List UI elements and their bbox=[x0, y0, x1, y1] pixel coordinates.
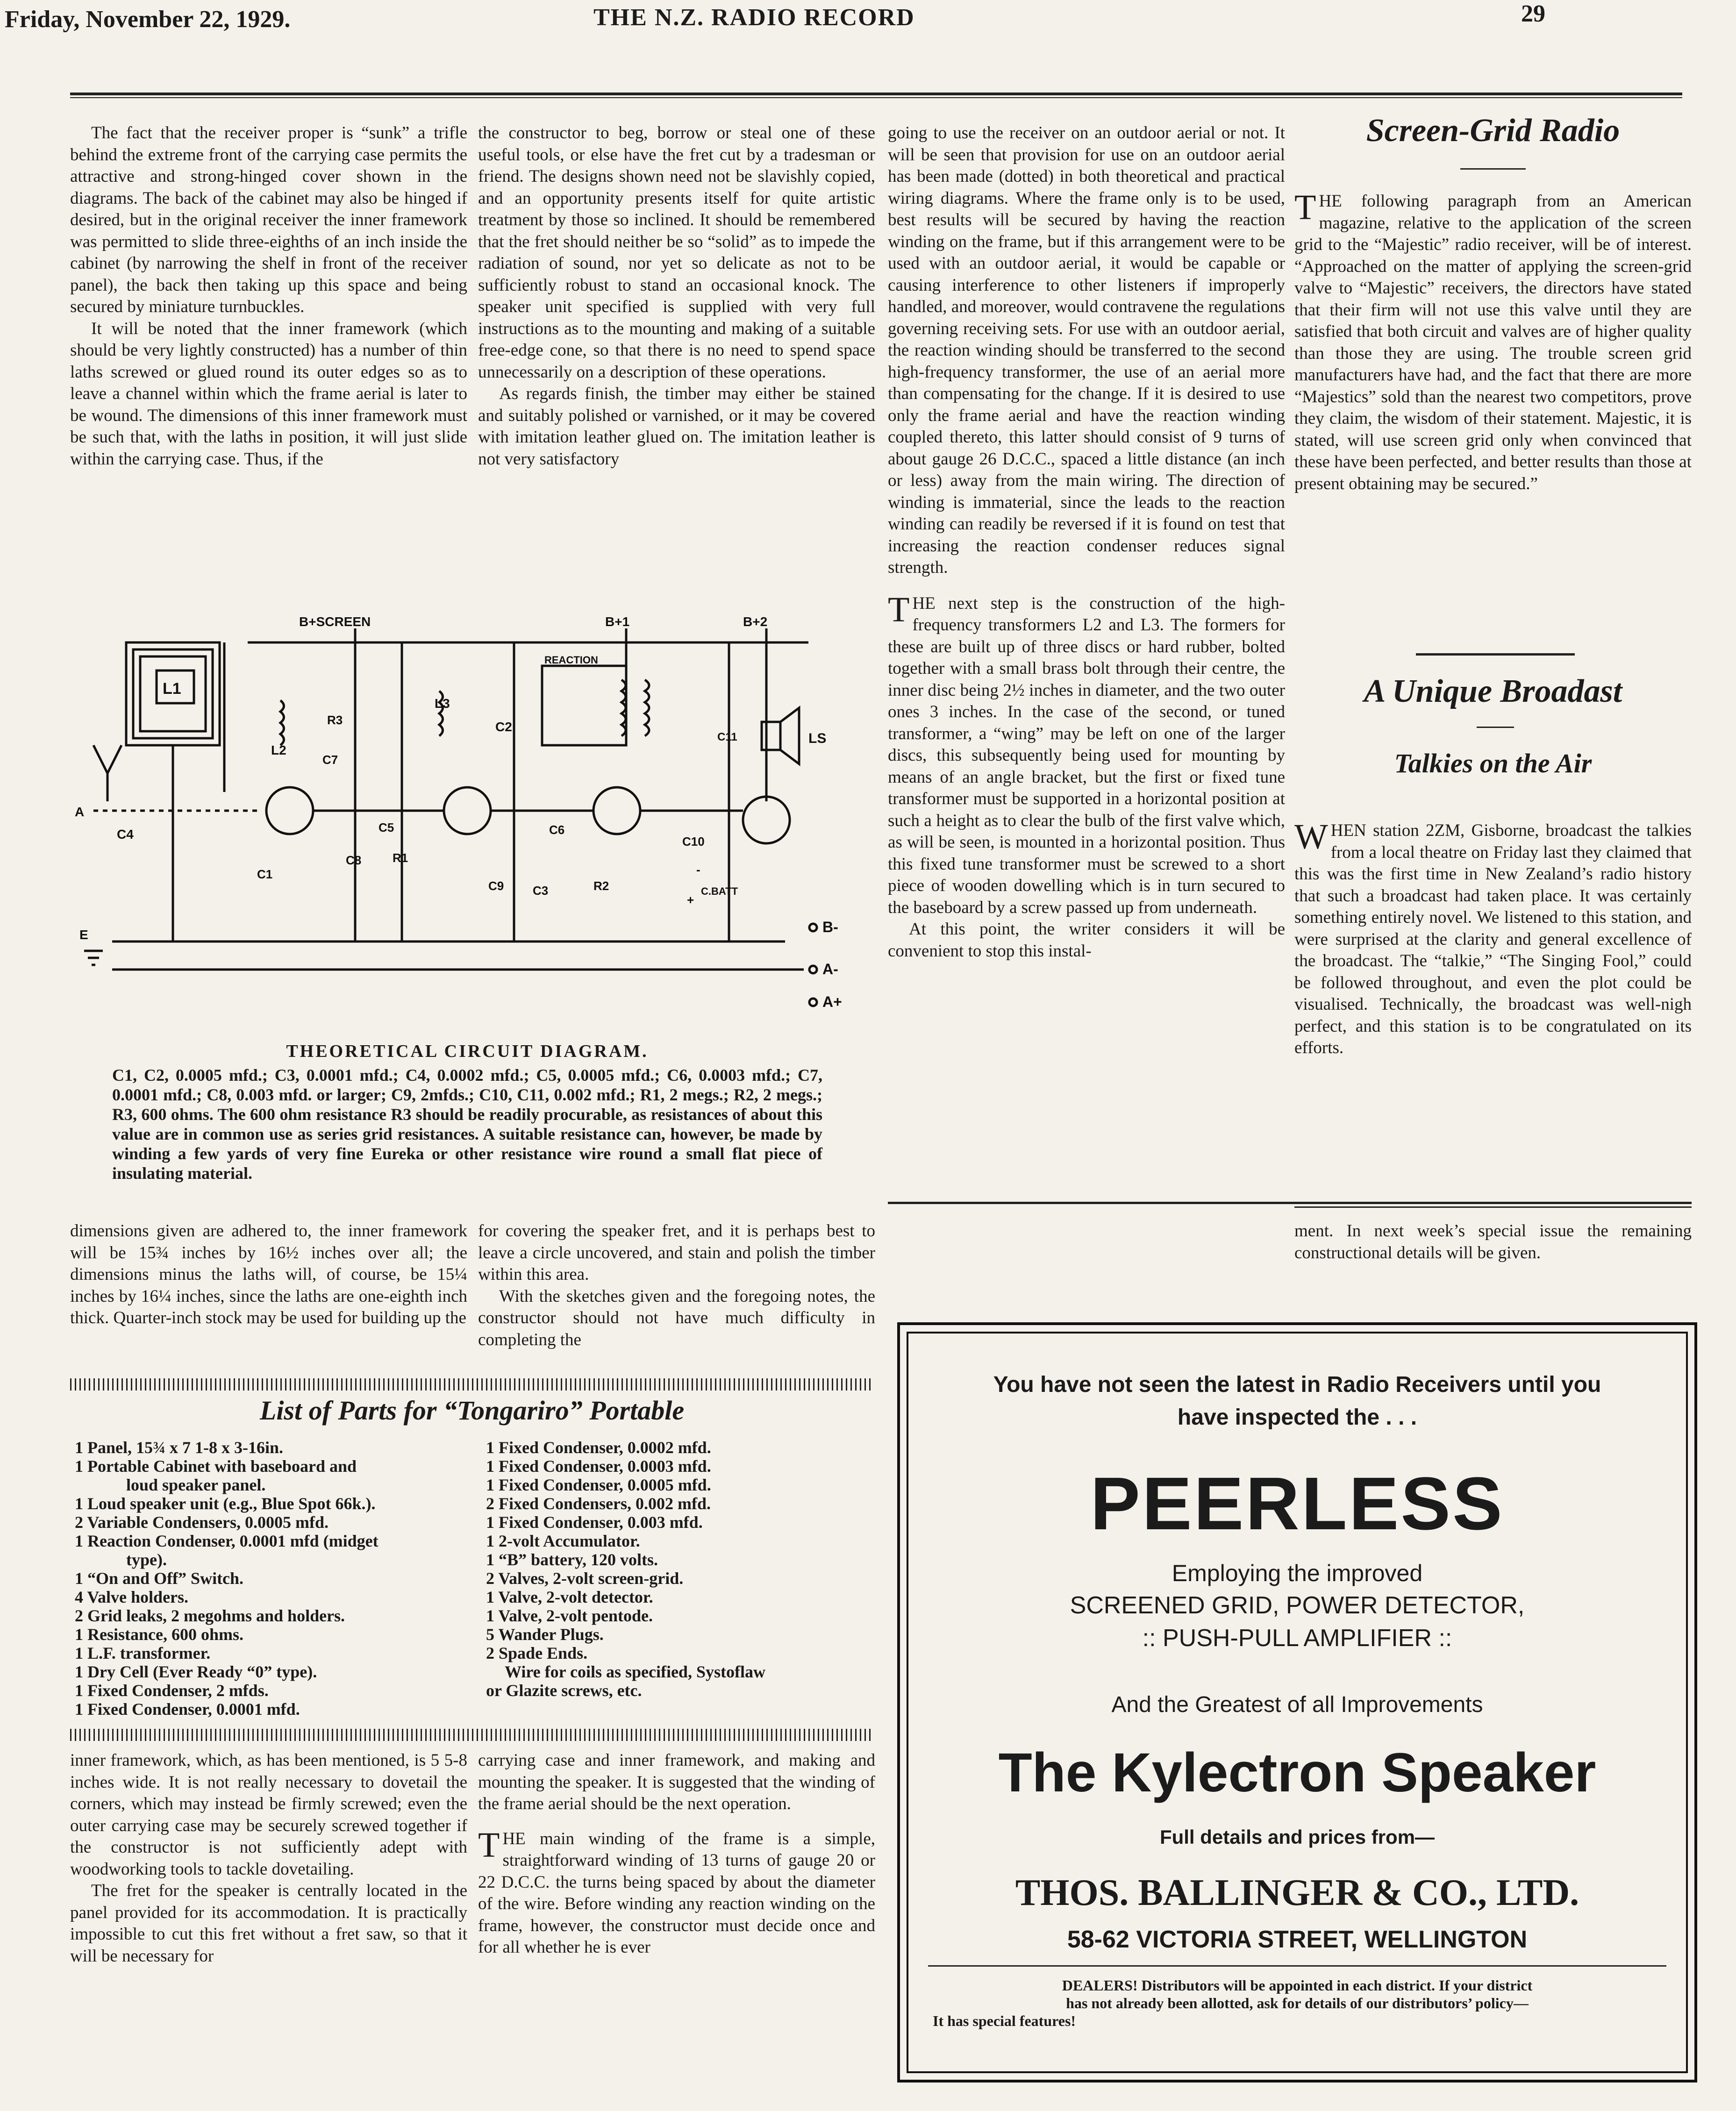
paragraph: carrying case and inner framework, and making and mounting the speaker. It is suggested that the winding of the frame aerial should be the next operation. bbox=[478, 1751, 875, 1813]
article-col1-top bbox=[70, 122, 467, 470]
part-item: 1 Portable Cabinet with baseboard and bbox=[75, 1457, 357, 1476]
lf-transformer bbox=[645, 680, 649, 736]
diagram-caption: C1, C2, 0.0005 mfd.; C3, 0.0001 mfd.; C4, 0.0002 mfd.; C5, 0.0005 mfd.; C6, 0.0003 mfd.; C7, 0.0001 mfd.; C8, 0.003 mfd. or larger; C9, 2mfds.; C10, C11, 0.002 mfd.; R1, 2 megs.; R2, 2 megs.; R3, 600 ohms. The 600 ohm resistance R3 should be readily procurable, as resistances of about this value are in common use as series grid resistances. A suitable resistance can, however, be made by winding a few yards of very fine Eureka or other resistance wire round a small flat piece of insulating material. bbox=[112, 1066, 822, 1183]
label-c4: C4 bbox=[117, 827, 134, 842]
part-item: 1 Fixed Condenser, 2 mfds. bbox=[75, 1681, 269, 1700]
part-item: 1 Valve, 2-volt pentode. bbox=[486, 1606, 653, 1625]
paragraph: The fret for the speaker is centrally located in the panel provided for its accommodation. It is practically impossible to cut this fret without a fret saw, so that it will be necessary for bbox=[70, 1881, 467, 1966]
label-c11: C11 bbox=[717, 731, 737, 743]
part-item: 1 Loud speaker unit (e.g., Blue Spot 66k.). bbox=[75, 1494, 376, 1513]
article-col2-mid bbox=[478, 1220, 875, 1351]
drop-cap: T bbox=[1294, 188, 1316, 227]
masthead-rule-thin bbox=[70, 97, 1682, 98]
double-rule bbox=[888, 1202, 1692, 1204]
paragraph: WHEN station 2ZM, Gisborne, broadcast the talkies from a local theatre on Friday last they claimed that this was the first time in New Zealand’s radio history that such a broadcast had taken place. It was certainly something entirely novel. We listened to this station, and were surprised at the clarity and general excellence of the broadcast. The “talkie,” “The Singing Fool,” could be followed throughout, and even the plot could be visualised. Technically, the broadcast was well-nigh perfect, and this station is to be congratulated on its efforts. bbox=[1294, 817, 1692, 1057]
sidebar-screen-grid-title: Screen-Grid Radio bbox=[1366, 113, 1620, 149]
article-col2-top bbox=[478, 122, 875, 470]
valve-3-detector bbox=[593, 787, 640, 834]
paragraph: for covering the speaker fret, and it is perhaps best to leave a circle uncovered, and stain and polish the timber within this area. bbox=[478, 1221, 875, 1284]
label-b1: B+1 bbox=[605, 614, 630, 629]
label-r1: R1 bbox=[393, 851, 408, 865]
circuit-diagram bbox=[65, 614, 864, 1035]
valve-2 bbox=[444, 787, 491, 834]
part-item: loud speaker panel. bbox=[126, 1476, 266, 1494]
terminal bbox=[809, 966, 817, 973]
sidebar-broadcast-subtitle: Talkies on the Air bbox=[1394, 748, 1592, 778]
label-c2: C2 bbox=[495, 720, 512, 734]
label-r2: R2 bbox=[593, 879, 609, 893]
ad-kylectron-speaker: The Kylectron Speaker bbox=[998, 1742, 1596, 1804]
short-rule bbox=[1460, 168, 1526, 170]
part-item: or Glazite screws, etc. bbox=[486, 1681, 642, 1700]
paragraph: inner framework, which, as has been mentioned, is 5 5-8 inches wide. It is not really necessary to dovetail the corners, which may instead be firmly screwed; even the outer carrying case may be securely screwed together if the constructor is not sufficiently adept with woodworking tools to tackle dovetailing. bbox=[70, 1751, 467, 1879]
part-item: 1 Fixed Condenser, 0.0005 mfd. bbox=[486, 1476, 711, 1494]
part-item: 1 Panel, 15¾ x 7 1-8 x 3-16in. bbox=[75, 1438, 283, 1457]
article-col4-end bbox=[1294, 1220, 1692, 1264]
paragraph: At this point, the writer considers it will be convenient to stop this instal- bbox=[888, 920, 1285, 961]
ad-company-name: THOS. BALLINGER & CO., LTD. bbox=[1015, 1872, 1579, 1913]
paragraph: dimensions given are adhered to, the inner framework will be 15¾ inches by 16½ inches over all; the dimensions minus the laths will, of course, be 15¼ inches by 16¼ inches, since the laths are one-eighth inch thick. Quarter-inch stock may be used for building up the bbox=[70, 1221, 467, 1327]
paragraph: The fact that the receiver proper is “sunk” a trifle behind the extreme front of the carrying case permits the attractive and strong-hinged cover shown in the diagrams. The back of the cabinet may also be hinged if desired, but in the original receiver the inner framework was permitted to slide three-eighths of an inch inside the cabinet (by narrowing the shelf in front of the receiver panel), the back then taking up this space and being secured by miniature turnbuckles. bbox=[70, 123, 467, 316]
aerial-symbol bbox=[93, 745, 121, 801]
part-item: 4 Valve holders. bbox=[75, 1588, 189, 1606]
ad-employing: Employing the improved bbox=[1172, 1560, 1423, 1586]
label-b2: B+2 bbox=[743, 614, 768, 629]
paragraph: going to use the receiver on an outdoor aerial or not. It will be seen that provision for use on an outdoor aerial has been made (dotted) in both theoretical and practical wiring diagrams. Where the frame only is to be used, best results will be secured by having the reaction winding on the frame, but if this arrangement were to be used with an outdoor aerial, it would be capable or causing interference to other listeners if improperly handled, and moreover, would contravene the regulations governing receiving sets. For use with an outdoor aerial, the reaction winding should be transferred to the second high-frequency transformer, the use of an aerial more than compensating for the change. If it is desired to use only the frame aerial and have the reaction winding coupled thereto, this latter should consist of 9 turns of about gauge 26 D.C.C., spaced a little distance (an inch or less) away from the main wiring. The direction of winding is immaterial, since the leads to the reaction winding can readily be reversed if it is found on test that increasing the reaction condenser reduces signal strength. bbox=[888, 123, 1285, 577]
paragraph: THE next step is the construction of the high-frequency transformers L2 and L3. The formers for these are built up of three discs or hard rubber, bolted together with a small brass bolt through their centre, the inner disc being 2½ inches in diameter, and the two outer ones 3 inches. In the case of the second, or tuned transformer, a “wing” may be left on one of the larger discs, this subsequently being used for mounting by means of an angle bracket, but the first or fixed tune transformer must be supported in a horizontal position at such a height as to clear the bulb of the first valve which, as will be seen, is mounted in a horizontal position. Thus this fixed tune transformer must be screwed to a short piece of wooden dowelling which is in turn secured to the baseboard by a screw passed up from underneath. bbox=[888, 590, 1285, 917]
ad-dealers-line1: DEALERS! Distributors will be appointed in each district. If your district bbox=[1062, 1977, 1533, 1994]
part-item: Wire for coils as specified, Systoflaw bbox=[505, 1662, 765, 1681]
part-item: 2 Grid leaks, 2 megohms and holders. bbox=[75, 1606, 345, 1625]
parts-right-list bbox=[486, 1438, 879, 1700]
label-a: A bbox=[75, 805, 85, 819]
label-c8: C8 bbox=[346, 853, 362, 867]
paragraph: With the sketches given and the foregoing notes, the constructor should not have much difficulty in completing the bbox=[478, 1286, 875, 1349]
masthead bbox=[0, 0, 1589, 33]
label-e: E bbox=[79, 927, 88, 942]
part-item: 1 “B” battery, 120 volts. bbox=[486, 1550, 658, 1569]
ad-divider bbox=[928, 1965, 1666, 1967]
ad-intro-line1: You have not seen the latest in Radio Receivers until you bbox=[993, 1372, 1601, 1397]
double-rule bbox=[1294, 1206, 1692, 1208]
valve-1 bbox=[266, 787, 313, 834]
label-c7: C7 bbox=[322, 753, 338, 767]
part-item: 2 Variable Condensers, 0.0005 mfd. bbox=[75, 1513, 329, 1532]
label-cbatt: C.BATT bbox=[701, 885, 738, 897]
paragraph: THE following paragraph from an American magazine, relative to the application of the screen grid to the “Majestic” radio receiver, will be of interest. “Approached on the matter of applying the screen-grid valve to “Majestic” receivers, the directors have stated that their firm will not use this valve until they are satisfied that both circuit and valves are of higher quality than those they are using. The trouble screen grid manufacturers have had, and the fact that there are more “Majestics” sold than the nearest two competitors, prove they claim, the wisdom of their statement. Majestic, it is stated, will use screen grid only when convinced that these have been perfected, and better results than those at present obtaining may be secured.” bbox=[1294, 188, 1692, 493]
part-item: 2 Spade Ends. bbox=[486, 1644, 588, 1662]
peerless-advertisement bbox=[897, 1322, 1697, 2082]
terminal bbox=[809, 924, 817, 931]
part-item: 1 Fixed Condenser, 0.003 mfd. bbox=[486, 1513, 703, 1532]
section-rule bbox=[1416, 653, 1575, 656]
part-item: 5 Wander Plugs. bbox=[486, 1625, 604, 1644]
sidebar-screen-grid-body bbox=[1294, 188, 1692, 495]
part-item: 1 Dry Cell (Ever Ready “0” type). bbox=[75, 1662, 317, 1681]
part-item: 2 Valves, 2-volt screen-grid. bbox=[486, 1569, 684, 1588]
diagram-title: THEORETICAL CIRCUIT DIAGRAM. bbox=[286, 1041, 649, 1061]
part-item: 1 L.F. transformer. bbox=[75, 1644, 211, 1662]
label-r3: R3 bbox=[327, 713, 343, 727]
ad-details: Full details and prices from— bbox=[1159, 1826, 1435, 1848]
loudspeaker-body bbox=[762, 722, 780, 750]
ad-features-line2: :: PUSH-PULL AMPLIFIER :: bbox=[1142, 1625, 1452, 1652]
sidebar-broadcast-title: A Unique Broadast bbox=[1364, 673, 1622, 709]
part-item: 1 Reaction Condenser, 0.0001 mfd (midget bbox=[75, 1532, 379, 1550]
drop-cap: T bbox=[888, 590, 910, 629]
label-l3: L3 bbox=[435, 696, 450, 711]
sidebar-broadcast-body bbox=[1294, 817, 1692, 1059]
label-b-screen: B+SCREEN bbox=[299, 614, 371, 629]
ad-dealers-line3: It has special features! bbox=[933, 2012, 1076, 2029]
article-col1-mid bbox=[70, 1220, 467, 1329]
parts-rule-bottom bbox=[70, 1729, 874, 1741]
article-col1-bottom bbox=[70, 1750, 467, 1967]
label-a-minus: A- bbox=[822, 961, 838, 977]
parts-list-title: List of Parts for “Tongariro” Portable bbox=[259, 1395, 685, 1426]
terminal bbox=[809, 998, 817, 1006]
newspaper-title: THE N.Z. RADIO RECORD bbox=[593, 4, 915, 31]
masthead-rule bbox=[70, 93, 1682, 95]
label-b-minus: B- bbox=[822, 919, 838, 935]
ad-brand-peerless: PEERLESS bbox=[1090, 1462, 1504, 1545]
part-item: 1 2-volt Accumulator. bbox=[486, 1532, 640, 1550]
reaction-coil bbox=[622, 680, 626, 736]
label-reaction: REACTION bbox=[544, 654, 598, 666]
part-item: 1 Resistance, 600 ohms. bbox=[75, 1625, 243, 1644]
label-c1: C1 bbox=[257, 867, 273, 881]
paragraph: THE main winding of the frame is a simple, straightforward winding of 13 turns of gauge 20 or 22 D.C.C. the turns being spaced by about the diameter of the wire. Before winding any reaction winding on the frame, however, the constructor must decide once and for all whether he is ever bbox=[478, 1825, 875, 1957]
paragraph: ment. In next week’s special issue the remaining constructional details will be given. bbox=[1294, 1221, 1692, 1262]
label-c5: C5 bbox=[379, 820, 394, 834]
earth-symbol bbox=[84, 951, 103, 965]
part-item: 1 Fixed Condenser, 0.0003 mfd. bbox=[486, 1457, 711, 1476]
ad-greatest: And the Greatest of all Improvements bbox=[1111, 1692, 1483, 1717]
label-c3: C3 bbox=[533, 884, 549, 898]
ad-address: 58-62 VICTORIA STREET, WELLINGTON bbox=[1067, 1926, 1528, 1953]
page-number: 29 bbox=[1521, 0, 1545, 27]
label-c10: C10 bbox=[682, 834, 705, 849]
reaction-coil-box bbox=[542, 666, 626, 745]
label-l2: L2 bbox=[271, 743, 286, 757]
part-item: 1 Fixed Condenser, 0.0002 mfd. bbox=[486, 1438, 711, 1457]
drop-cap: W bbox=[1294, 817, 1328, 856]
part-item: type). bbox=[126, 1550, 167, 1569]
label-plus: + bbox=[687, 893, 694, 907]
drop-cap: T bbox=[478, 1825, 500, 1865]
short-rule bbox=[1477, 727, 1514, 728]
coil-l2 bbox=[280, 700, 284, 745]
article-col2-bottom bbox=[478, 1750, 875, 1959]
issue-date: Friday, November 22, 1929. bbox=[5, 6, 291, 33]
part-item: 1 Fixed Condenser, 0.0001 mfd. bbox=[75, 1700, 300, 1719]
part-item: 1 “On and Off” Switch. bbox=[75, 1569, 244, 1588]
article-col3 bbox=[888, 122, 1285, 962]
paragraph: It will be noted that the inner framework (which should be very lightly constructed) has a number of thin laths screwed or glued round its outer edges so as to leave a channel within which the frame aerial is later to be wound. The dimensions of this inner framework must be such that, with the laths in position, it will just slide within the carrying case. Thus, if the bbox=[70, 319, 467, 469]
parts-rule-top bbox=[70, 1378, 874, 1391]
part-item: 1 Valve, 2-volt detector. bbox=[486, 1588, 653, 1606]
parts-left-list bbox=[75, 1438, 486, 1719]
label-ls: LS bbox=[808, 731, 827, 746]
paragraph: As regards finish, the timber may either be stained and suitably polished or varnished, or it may be covered with imitation leather glued on. The imitation leather is not very satisfactory bbox=[478, 384, 875, 469]
loudspeaker-cone bbox=[780, 708, 799, 764]
label-l1: L1 bbox=[163, 680, 181, 698]
circuit-diagram-svg bbox=[65, 614, 864, 1035]
valve-4-pentode bbox=[743, 797, 790, 843]
label-c6: C6 bbox=[549, 823, 565, 837]
paragraph: the constructor to beg, borrow or steal one of these useful tools, or else have the fret cut by a tradesman or friend. The designs shown need not be slavishly copied, and an opportunity presents itself for quite artistic treatment by those so inclined. It should be remembered that the fret should neither be so “solid” as to impede the radiation of sound, nor yet so delicate as not to be sufficiently robust to stand an occasional knock. The speaker unit specified is supplied with very full instructions as to the mounting and making of a suitable free-edge cone, so that there is no need to spend space unnecessarily on a description of these operations. bbox=[478, 123, 875, 382]
ad-intro-line2: have inspected the . . . bbox=[1177, 1405, 1417, 1430]
label-minus: - bbox=[696, 863, 700, 877]
ad-dealers-line2: has not already been allotted, ask for details of our distributors’ policy— bbox=[1066, 1995, 1529, 2011]
label-c9: C9 bbox=[488, 879, 504, 893]
ad-features-line1: SCREENED GRID, POWER DETECTOR, bbox=[1070, 1592, 1525, 1619]
label-a-plus: A+ bbox=[822, 993, 842, 1010]
part-item: 2 Fixed Condensers, 0.002 mfd. bbox=[486, 1494, 711, 1513]
